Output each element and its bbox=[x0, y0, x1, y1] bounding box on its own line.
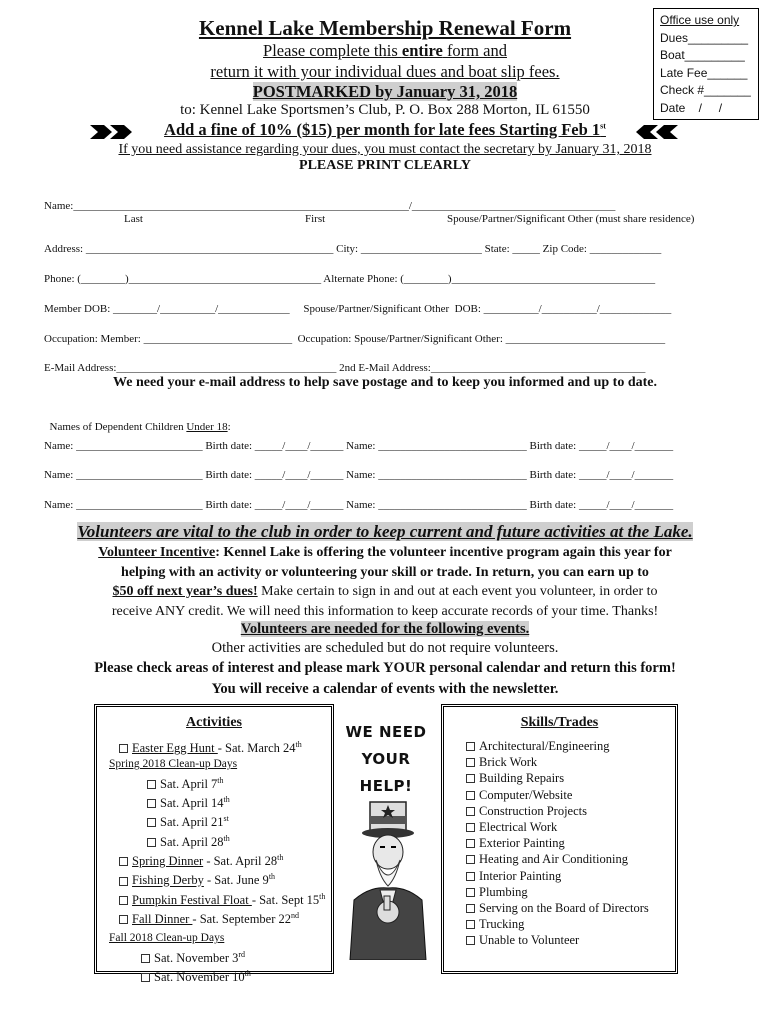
print-clearly: PLEASE PRINT CLEARLY bbox=[299, 158, 471, 173]
skill-item[interactable]: Computer/Website bbox=[466, 787, 675, 803]
child-row-2[interactable]: Name: _______________________ Birth date: _____/____/______ Name: ___________________________ Birth date: _____/____/_______ bbox=[44, 469, 674, 481]
checkbox[interactable] bbox=[119, 877, 128, 886]
child-row-1[interactable]: Name: _______________________ Birth date: _____/____/______ Name: ___________________________ Birth date: _____/____/_______ bbox=[44, 440, 674, 452]
form-title: Kennel Lake Membership Renewal Form bbox=[198, 16, 572, 40]
dob-field[interactable]: Member DOB: ________/__________/_____________ Spouse/Partner/Significant Other DOB: __________/__________/_____________ bbox=[44, 303, 672, 315]
skill-item[interactable]: Plumbing bbox=[466, 884, 675, 900]
fall-cleanup-day[interactable]: Sat. November 10th bbox=[141, 966, 331, 985]
uncle-sam-image bbox=[340, 800, 436, 960]
volunteer-headline: Volunteers are vital to the club in order to keep current and future activities at the Lake. bbox=[77, 522, 693, 541]
spring-cleanup-heading: Spring 2018 Clean-up Days bbox=[109, 758, 238, 771]
postmark-deadline: POSTMARKED by January 31, 2018 bbox=[252, 82, 518, 101]
activities-box bbox=[94, 704, 334, 985]
skill-item[interactable]: Serving on the Board of Directors bbox=[466, 900, 675, 916]
office-use-title: Office use only bbox=[660, 13, 740, 27]
checkbox[interactable] bbox=[147, 838, 156, 847]
skill-item[interactable]: Construction Projects bbox=[466, 803, 675, 819]
activity-event[interactable]: Pumpkin Festival Float - Sat. Sept 15th bbox=[119, 889, 331, 908]
checkbox[interactable] bbox=[466, 855, 475, 864]
address-field[interactable]: Address: _____________________________________________ City: ______________________ State: _____ Zip Code: _____________ bbox=[44, 243, 662, 255]
checkbox[interactable] bbox=[466, 774, 475, 783]
name-last-label: Last bbox=[124, 213, 143, 225]
skill-item[interactable]: Exterior Painting bbox=[466, 835, 675, 851]
checkbox[interactable] bbox=[119, 857, 128, 866]
office-use-box bbox=[653, 8, 759, 120]
office-late-fee: Late Fee______ bbox=[660, 65, 748, 80]
fall-cleanup-heading: Fall 2018 Clean-up Days bbox=[109, 932, 225, 945]
checkbox[interactable] bbox=[466, 872, 475, 881]
name-spouse-label: Spouse/Partner/Significant Other (must share residence) bbox=[447, 213, 695, 225]
other-activities-note: Other activities are scheduled but do not require volunteers. bbox=[211, 640, 559, 656]
checkbox[interactable] bbox=[466, 758, 475, 767]
checkbox[interactable] bbox=[147, 780, 156, 789]
checkbox[interactable] bbox=[466, 904, 475, 913]
skill-item[interactable]: Unable to Volunteer bbox=[466, 932, 675, 948]
skill-item[interactable]: Brick Work bbox=[466, 754, 675, 770]
checkbox[interactable] bbox=[466, 823, 475, 832]
activity-easter-egg-hunt[interactable]: Easter Egg Hunt - Sat. March 24th bbox=[119, 737, 331, 756]
assistance-note: If you need assistance regarding your dues, you must contact the secretary by January 31, 2018 bbox=[118, 142, 652, 157]
your-line: YOUR bbox=[361, 750, 411, 768]
child-row-3[interactable]: Name: _______________________ Birth date: _____/____/______ Name: ___________________________ Birth date: _____/____/_______ bbox=[44, 499, 674, 511]
checkbox[interactable] bbox=[466, 807, 475, 816]
email-field[interactable]: E-Mail Address:________________________________________ 2nd E-Mail Address:_______________________________________ bbox=[44, 362, 646, 374]
checkbox[interactable] bbox=[119, 915, 128, 924]
office-dues: Dues_________ bbox=[660, 30, 749, 45]
checkbox[interactable] bbox=[147, 799, 156, 808]
skill-item[interactable]: Trucking bbox=[466, 916, 675, 932]
double-arrow-right-icon bbox=[90, 123, 134, 141]
checkbox[interactable] bbox=[119, 896, 128, 905]
late-fee-notice: Add a fine of 10% ($15) per month for late fees Starting Feb 1st bbox=[164, 120, 606, 139]
check-interest-note: Please check areas of interest and please mark YOUR personal calendar and return this form! bbox=[94, 660, 676, 676]
checkbox[interactable] bbox=[466, 888, 475, 897]
activity-event[interactable]: Fishing Derby - Sat. June 9th bbox=[119, 869, 331, 888]
checkbox[interactable] bbox=[466, 936, 475, 945]
skill-item[interactable]: Architectural/Engineering bbox=[466, 738, 675, 754]
activities-title: Activities bbox=[186, 715, 242, 730]
office-check: Check #_______ bbox=[660, 83, 751, 97]
instruction-line-2: return it with your individual dues and boat slip fees. bbox=[210, 62, 560, 81]
checkbox[interactable] bbox=[147, 818, 156, 827]
calendar-note: You will receive a calendar of events with the newsletter. bbox=[211, 681, 559, 697]
checkbox[interactable] bbox=[141, 973, 150, 982]
spring-cleanup-day[interactable]: Sat. April 14th bbox=[147, 792, 331, 811]
checkbox[interactable] bbox=[466, 920, 475, 929]
volunteer-incentive-paragraph: Volunteer Incentive: Kennel Lake is offering the volunteer incentive program again this year for helping with an activity or volunteering your skill or trade. In return, you can earn up to $50 off next year’s dues! Make certain to sign in and out at each event you volunteer, in order to receive ANY credit. We will need this information to keep accurate records of your time. Thanks! bbox=[98, 545, 672, 619]
volunteers-needed: Volunteers are needed for the following events. bbox=[240, 621, 530, 637]
skills-box bbox=[441, 704, 678, 974]
children-heading: Names of Dependent Children Under 18: bbox=[49, 421, 231, 433]
skill-item[interactable]: Electrical Work bbox=[466, 819, 675, 835]
email-note: We need your e-mail address to help save postage and to keep you informed and up to date. bbox=[113, 375, 657, 390]
skill-item[interactable]: Building Repairs bbox=[466, 770, 675, 786]
spring-cleanup-day[interactable]: Sat. April 21st bbox=[147, 811, 331, 830]
name-field[interactable]: Name:_____________________________________________________________/_____________________________________ bbox=[44, 200, 616, 212]
office-boat: Boat_________ bbox=[660, 48, 745, 62]
checkbox[interactable] bbox=[466, 839, 475, 848]
instruction-line-1: Please complete this entire form and bbox=[263, 41, 507, 60]
activity-event[interactable]: Spring Dinner - Sat. April 28th bbox=[119, 850, 331, 869]
double-arrow-left-icon bbox=[634, 123, 678, 141]
name-first-label: First bbox=[305, 213, 326, 225]
help-line: HELP! bbox=[359, 777, 413, 795]
checkbox[interactable] bbox=[466, 791, 475, 800]
checkbox[interactable] bbox=[119, 744, 128, 753]
checkbox[interactable] bbox=[466, 742, 475, 751]
mailing-address: to: Kennel Lake Sportsmen’s Club, P. O. Box 288 Morton, IL 61550 bbox=[180, 102, 590, 118]
skills-title: Skills/Trades bbox=[520, 715, 599, 730]
spring-cleanup-day[interactable]: Sat. April 7th bbox=[147, 773, 331, 792]
phone-field[interactable]: Phone: (________)___________________________________ Alternate Phone: (________)_____________________________________ bbox=[44, 273, 656, 285]
activity-event[interactable]: Fall Dinner - Sat. September 22nd bbox=[119, 908, 331, 927]
occupation-field[interactable]: Occupation: Member: ___________________________ Occupation: Spouse/Partner/Significant Other: _____________________________ bbox=[44, 333, 666, 345]
office-date: Date / / bbox=[660, 100, 723, 115]
checkbox[interactable] bbox=[141, 954, 150, 963]
fall-cleanup-day[interactable]: Sat. November 3rd bbox=[141, 947, 331, 966]
skill-item[interactable]: Heating and Air Conditioning bbox=[466, 851, 675, 867]
we-need-line: WE NEED bbox=[345, 723, 427, 741]
skill-item[interactable]: Interior Painting bbox=[466, 868, 675, 884]
spring-cleanup-day[interactable]: Sat. April 28th bbox=[147, 831, 331, 850]
